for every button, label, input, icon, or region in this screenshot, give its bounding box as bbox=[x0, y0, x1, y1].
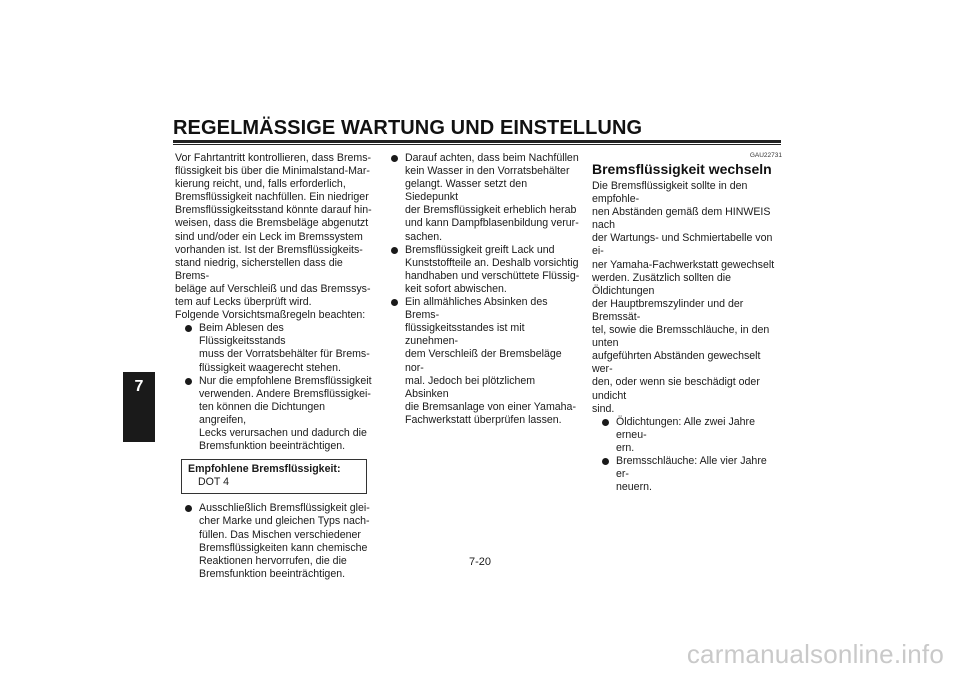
bullet-icon bbox=[391, 247, 398, 254]
bullet-icon bbox=[602, 458, 609, 465]
bullet-icon bbox=[602, 419, 609, 426]
section-body: Die Bremsflüssigkeit sollte in den empfohle- nen Abständen gemäß dem HINWEIS nach der Wartungs- und Schmiertabelle von ei- ner Yamaha-Fachwerkstatt gewechselt werden. Zusätzlich sollten die Öldichtungen der Hauptbremszylinder und der Bremssät- tel, sowie die Bremsschläuche, in den unten aufgeführten Abständen gewechselt wer- den, oder wenn sie beschädigt oder undicht sind. bbox=[592, 180, 775, 415]
page-number: 7-20 bbox=[468, 556, 492, 568]
list-item-text: Beim Ablesen des Flüssigkeitsstands muss der Vorratsbehälter für Brems- flüssigkeit waagerecht stehen. bbox=[199, 322, 370, 374]
section-code: GAU22731 bbox=[749, 152, 782, 159]
chapter-tab-number: 7 bbox=[134, 378, 144, 395]
list-item bbox=[592, 455, 782, 494]
precautions-list-middle bbox=[390, 152, 580, 427]
chapter-title: REGELMÄSSIGE WARTUNG UND EINSTELLUNG bbox=[173, 117, 643, 139]
list-item bbox=[390, 244, 580, 296]
section-heading: Bremsflüssigkeit wechseln bbox=[592, 161, 772, 177]
precautions-list bbox=[175, 322, 373, 453]
precautions-list-continued bbox=[175, 502, 373, 581]
recommended-fluid-value: DOT 4 bbox=[198, 476, 230, 489]
right-column bbox=[592, 152, 782, 494]
bullet-icon bbox=[391, 299, 398, 306]
left-column bbox=[175, 152, 373, 581]
list-item-text: Darauf achten, dass beim Nachfüllen kein Wasser in den Vorratsbehälter gelangt. Wasser setzt den Siedepunkt der Bremsflüssigkeit erheblich herab und kann Dampfblasenbildung verur- sachen. bbox=[405, 152, 579, 243]
bullet-icon bbox=[391, 155, 398, 162]
list-item bbox=[592, 416, 782, 455]
list-item bbox=[390, 296, 580, 427]
intro-paragraph: Vor Fahrtantritt kontrollieren, dass Brems- flüssigkeit bis über die Minimalstand-Mar- kierung reicht, und, falls erforderlich, Bremsflüssigkeit nachfüllen. Ein niedriger Bremsflüssigkeitsstand könnte darauf hin- weisen, dass die Bremsbeläge abgenutzt sind und/oder ein Leck im Bremssystem vorhanden ist. Ist der Bremsflüssigkeits- stand niedrig, sicherstellen dass die Brems- beläge auf Verschleiß und das Bremssys- tem auf Lecks überprüft wird. bbox=[175, 152, 372, 309]
list-item-text: Bremsschläuche: Alle vier Jahre er- neuern. bbox=[616, 454, 767, 494]
bullet-icon bbox=[185, 378, 192, 385]
list-item-text: Ausschließlich Bremsflüssigkeit glei- cher Marke und gleichen Typs nach- füllen. Das Mischen verschiedener Bremsflüssigkeiten kann chemische Reaktionen hervorrufen, die die Bremsfunktion beeinträchtigen. bbox=[199, 502, 370, 580]
list-item-text: Öldichtungen: Alle zwei Jahre erneu- ern. bbox=[616, 415, 755, 454]
list-item bbox=[175, 322, 373, 374]
list-item-text: Nur die empfohlene Bremsflüssigkeit verwenden. Andere Bremsflüssigkei- ten können die Dichtungen angreifen, Lecks verursachen und dadurch die Bremsfunktion beeinträchtigen. bbox=[199, 374, 372, 453]
bullet-icon bbox=[185, 325, 192, 332]
bullet-icon bbox=[185, 505, 192, 512]
title-rule bbox=[173, 140, 781, 145]
chapter-tab bbox=[123, 372, 155, 442]
list-item-text: Ein allmähliches Absinken des Brems- flüssigkeitsstandes ist mit zunehmen- dem Verschleiß der Bremsbeläge nor- mal. Jedoch bei plötzlichem Absinken die Bremsanlage von einer Yamaha- Fachwerkstatt überprüfen lassen. bbox=[405, 296, 576, 426]
recommended-fluid-box bbox=[181, 459, 367, 494]
recommended-fluid-title: Empfohlene Bremsflüssigkeit: bbox=[188, 463, 341, 476]
list-item-text: Bremsflüssigkeit greift Lack und Kunststoffteile an. Deshalb vorsichtig handhaben und verschüttete Flüssig- keit sofort abwischen. bbox=[405, 243, 580, 295]
replacement-intervals-list bbox=[592, 416, 782, 495]
precautions-lead: Folgende Vorsichtsmaßregeln beachten: bbox=[175, 309, 366, 322]
list-item bbox=[175, 375, 373, 454]
watermark: carmanualsonline.info bbox=[686, 639, 944, 669]
middle-column bbox=[390, 152, 580, 427]
list-item bbox=[390, 152, 580, 244]
list-item bbox=[175, 502, 373, 581]
